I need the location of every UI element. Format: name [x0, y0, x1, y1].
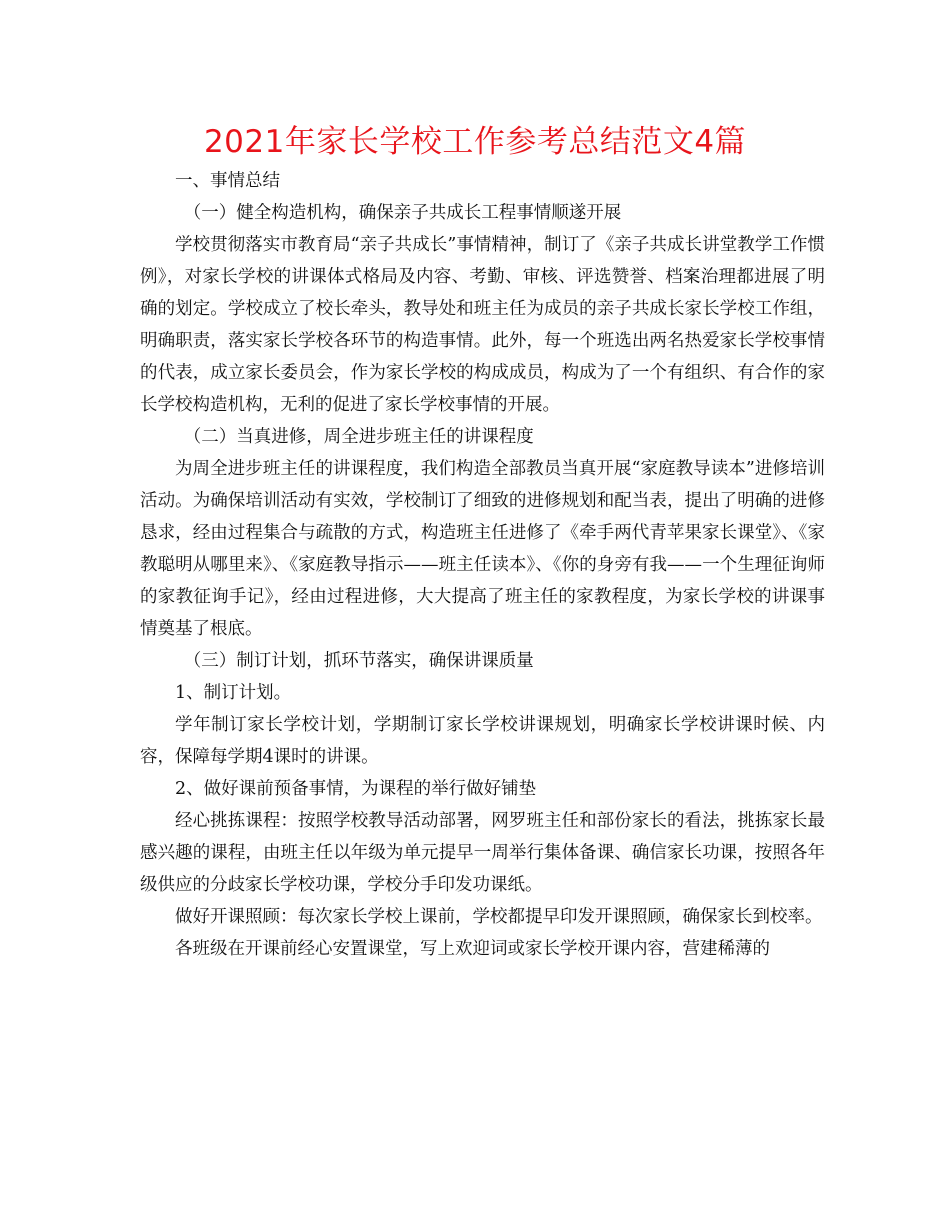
body-paragraph: 各班级在开课前经心安置课堂，写上欢迎词或家长学校开课内容，营建稀薄的 [175, 939, 770, 959]
section-heading: 一、事情总结 [175, 171, 280, 191]
body-paragraph: 学校贯彻落实市教育局“亲子共成长”事情精神，制订了《亲子共成长讲堂教学工作惯例》，对家长学校的讲课体式格局及内容、考勤、审核、评选赞誉、档案治理都进展了明确的划定。学校成立了校长牵头，教导处和班主任为成员的亲子共成长家长学校工作组，明确职责，落实家长学校各环节的构造事情。此外，每一个班选出两名热爱家长学校事情的代表，成立家长委员会，作为家长学校的构成成员，构成为了一个有组织、有合作的家长学校构造机构，无利的促进了家长学校事情的开展。 [140, 235, 825, 415]
body-paragraph: 为周全进步班主任的讲课程度，我们构造全部教员当真开展“家庭教导读本”进修培训活动。为确保培训活动有实效，学校制订了细致的进修规划和配当表，提出了明确的进修恳求，经由过程集合与疏散的方式，构造班主任进修了《牵手两代青苹果家长课堂》、《家教聪明从哪里来》、《家庭教导指示——班主任读本》、《你的身旁有我——一个生理征询师的家教征询手记》，经由过程进修，大大提高了班主任的家教程度，为家长学校的讲课事情奠基了根底。 [140, 459, 825, 639]
numbered-item: 2、做好课前预备事情，为课程的举行做好铺垫 [175, 779, 537, 799]
body-paragraph: 经心挑拣课程：按照学校教导活动部署，网罗班主任和部份家长的看法，挑拣家长最感兴趣的课程，由班主任以年级为单元提早一周举行集体备课、确信家长功课，按照各年级供应的分歧家长学校功课，学校分手印发功课纸。 [140, 811, 825, 895]
subsection-heading: （二）当真进修，周全进步班主任的讲课程度 [183, 427, 534, 447]
body-paragraph: 学年制订家长学校计划，学期制订家长学校讲课规划，明确家长学校讲课时候、内容，保障每学期4课时的讲课。 [140, 715, 825, 767]
document-title: 2021年家长学校工作参考总结范文4篇 [203, 124, 747, 160]
subsection-heading: （三）制订计划，抓环节落实，确保讲课质量 [183, 651, 534, 671]
numbered-item: 1、制订计划。 [175, 683, 292, 703]
document-body [140, 165, 825, 965]
subsection-heading: （一）健全构造机构，确保亲子共成长工程事情顺遂开展 [183, 203, 622, 223]
body-paragraph: 做好开课照顾：每次家长学校上课前，学校都提早印发开课照顾，确保家长到校率。 [175, 907, 823, 927]
